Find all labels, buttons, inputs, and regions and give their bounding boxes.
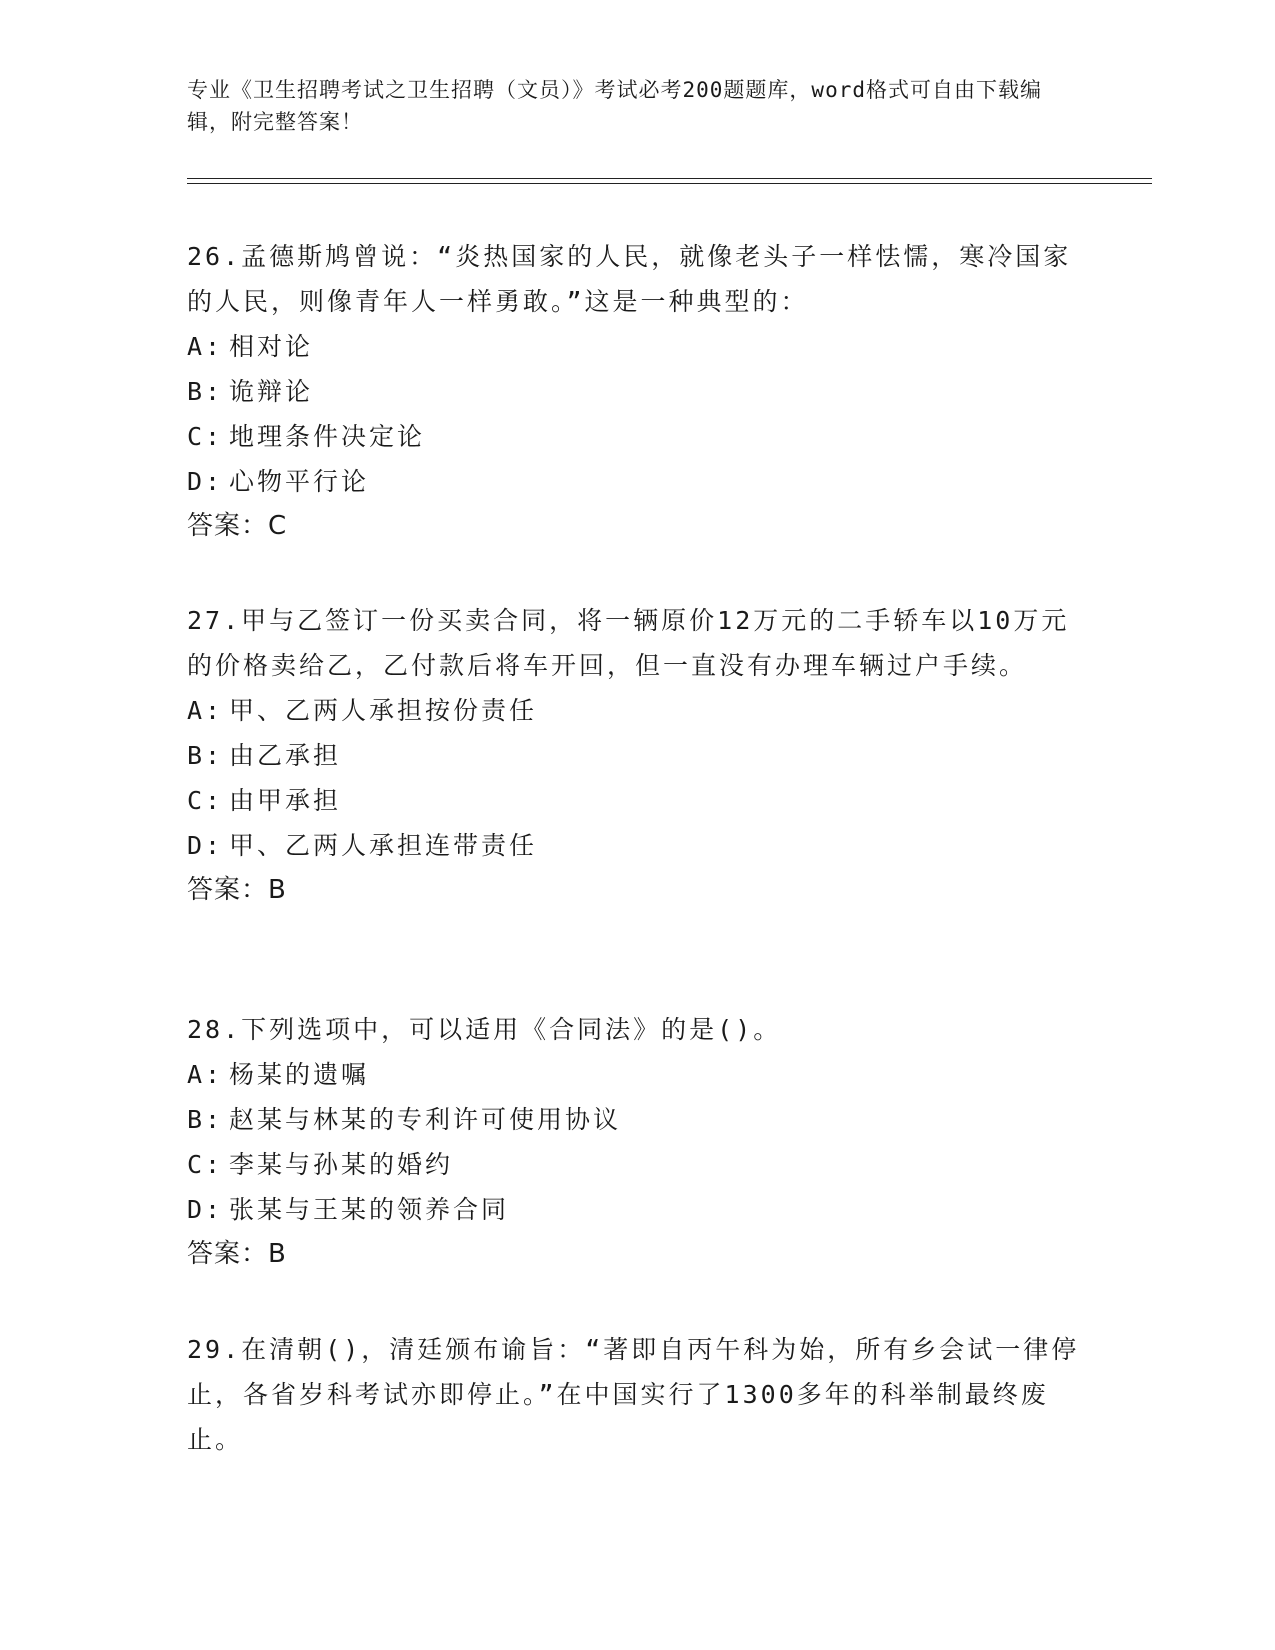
question-stem: 26.孟德斯鸠曾说：“炎热国家的人民，就像老头子一样怯懦，寒冷国家的人民，则像青年人一样勇敢。”这是一种典型的： — [187, 242, 1072, 316]
option-text: 甲、乙两人承担连带责任 — [229, 831, 538, 860]
answer-line: 答案：C — [187, 511, 288, 541]
question-27 — [187, 598, 1087, 913]
header-rule-top — [187, 178, 1152, 179]
option-text: 由乙承担 — [229, 741, 342, 770]
option-letter: B: — [187, 741, 224, 770]
option-letter: A: — [187, 332, 224, 361]
option-c — [187, 778, 1087, 823]
answer-line: 答案：B — [187, 875, 287, 905]
option-letter: A: — [187, 1060, 224, 1089]
option-letter: C: — [187, 1150, 224, 1179]
option-d — [187, 459, 1087, 504]
option-letter: A: — [187, 696, 224, 725]
option-c — [187, 1142, 1087, 1187]
option-letter: D: — [187, 1195, 224, 1224]
option-b — [187, 733, 1087, 778]
option-text: 甲、乙两人承担按份责任 — [229, 696, 538, 725]
option-text: 相对论 — [229, 332, 314, 361]
document-header: 专业《卫生招聘考试之卫生招聘（文员）》考试必考200题题库，word格式可自由下载编辑，附完整答案！ — [187, 78, 1042, 134]
option-text: 李某与孙某的婚约 — [229, 1150, 454, 1179]
header-rule-bottom — [187, 183, 1152, 184]
option-letter: D: — [187, 831, 224, 860]
option-letter: C: — [187, 422, 224, 451]
option-text: 赵某与林某的专利许可使用协议 — [229, 1105, 622, 1134]
question-29 — [187, 1327, 1087, 1462]
question-stem: 27.甲与乙签订一份买卖合同，将一辆原价12万元的二手轿车以10万元的价格卖给乙，乙付款后将车开回，但一直没有办理车辆过户手续。 — [187, 606, 1070, 680]
option-d — [187, 823, 1087, 868]
option-text: 张某与王某的领养合同 — [229, 1195, 510, 1224]
option-text: 心物平行论 — [229, 467, 370, 496]
option-text: 杨某的遗嘱 — [229, 1060, 370, 1089]
option-c — [187, 414, 1087, 459]
option-letter: D: — [187, 467, 224, 496]
option-letter: B: — [187, 377, 224, 406]
option-letter: B: — [187, 1105, 224, 1134]
option-text: 诡辩论 — [229, 377, 314, 406]
option-letter: C: — [187, 786, 224, 815]
option-a — [187, 688, 1087, 733]
option-b — [187, 369, 1087, 414]
question-stem: 28.下列选项中，可以适用《合同法》的是()。 — [187, 1015, 782, 1044]
option-text: 地理条件决定论 — [229, 422, 426, 451]
option-a — [187, 324, 1087, 369]
option-b — [187, 1097, 1087, 1142]
answer-line: 答案：B — [187, 1239, 287, 1269]
option-d — [187, 1187, 1087, 1232]
option-text: 由甲承担 — [229, 786, 342, 815]
question-26 — [187, 234, 1087, 549]
option-a — [187, 1052, 1087, 1097]
question-stem: 29.在清朝()，清廷颁布谕旨：“著即自丙午科为始，所有乡会试一律停止，各省岁科考试亦即停止。”在中国实行了1300多年的科举制最终废止。 — [187, 1335, 1080, 1454]
question-28 — [187, 1007, 1087, 1277]
